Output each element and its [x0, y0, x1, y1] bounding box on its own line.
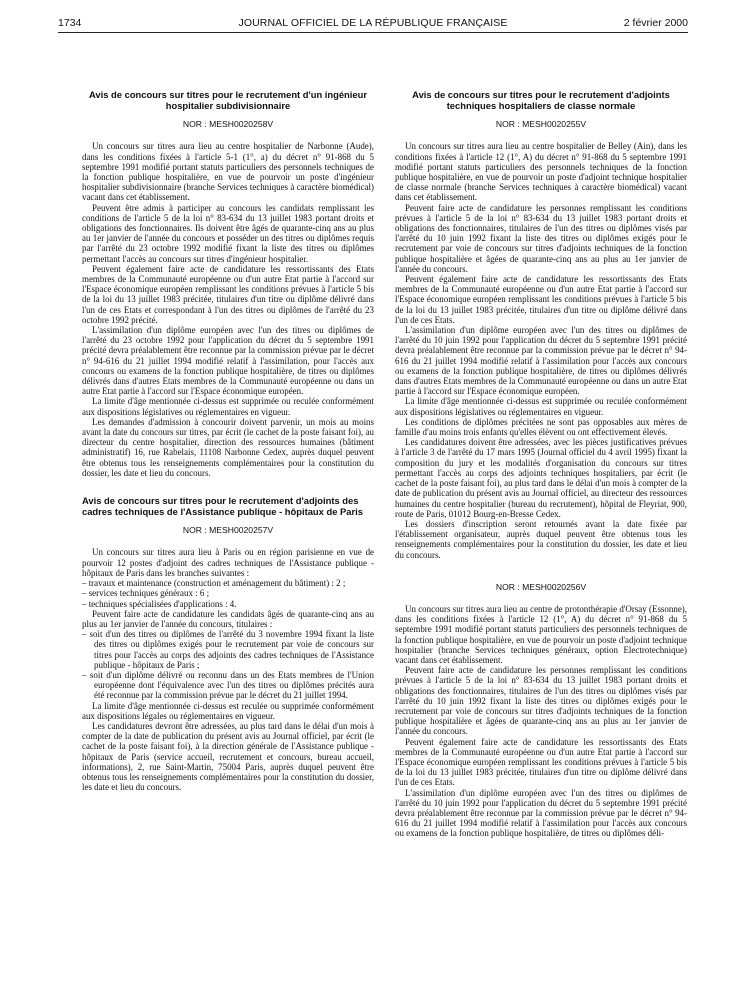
- page-header: [58, 17, 688, 31]
- section-spacer: [395, 560, 687, 574]
- paragraph: Les candidatures doivent être adressées, avec les pièces justificatives prévues à l'article 3 de l'arrêté du 17 mars 1995 (Journal officiel du 4 avril 1995) fixant la composition du jury et les modalités d'organisation du concours sur titres permettant l'accès au corps des adjoints techniques hospitaliers, par écrit (le cachet de la poste faisant foi), au plus tard dans le délai d'un mois à compter de la date de publication du présent avis au Journal officiel, au directeur des ressources humaines du centre hospitalier (bureau du recrutement), hôpital de Fleyriat, 900, route de Paris, 01012 Bourg-en-Bresse Cedex.: [395, 437, 687, 519]
- paragraph: Un concours sur titres aura lieu au centre hospitalier de Narbonne (Aude), dans les conditions fixées à l'article 5-1 (1°, a) du décret n° 91-868 du 5 septembre 1991 modifié portant statuts particuliers des personnels techniques de la fonction publique hospitalière, en vue de pourvoir un poste d'ingénieur hospitalier subdivisionnaire (branche Services techniques à caractère biomédical) vacant dans cet établissement.: [82, 141, 374, 203]
- paragraph: Les conditions de diplômes précitées ne sont pas opposables aux mères de famille d'au moins trois enfants qu'elles élèvent ou ont effectivement élevés.: [395, 416, 687, 438]
- paragraph: Peuvent être admis à participer au concours les candidats remplissant les conditions de l'article 5 de la loi n° 83-634 du 13 juillet 1983 portant droits et obligations des fonctionnaires. Ils doivent être âgés de quarante-cinq ans au plus au 1er janvier de l'année du concours et posséder un des titres ou diplômes requis par l'arrêté du 23 octobre 1992 modifié fixant la liste des titres ou diplômes permettant l'accès au concours sur titres d'ingénieur hospitalier.: [82, 202, 374, 264]
- branches-list: [82, 578, 374, 609]
- page-number: 1734: [58, 17, 82, 29]
- paragraph: L'assimilation d'un diplôme européen avec l'un des titres ou diplômes de l'arrêté du 10 juin 1992 pour l'application du décret du 5 septembre 1991 précité devra préalablement être reconnue par la commission prévue par le décret n° 94-616 du 21 juillet 1994 modifié relatif à l'assimilation pour l'accès aux concours ou examens de la fonction publique hospitalière, de titres ou diplômes déli-: [395, 787, 687, 839]
- paragraph: Peuvent faire acte de candidature les personnes remplissant les conditions prévues à l'article 5 de la loi n° 83-634 du 13 juillet 1983 portant droits et obligations des fonctionnaires, titulaires de l'un des titres ou diplômes visés par l'arrêté du 10 juin 1992 fixant la liste des titres ou diplômes exigés pour le recrutement par voie de concours sur titres d'adjoints techniques de la fonction publique hospitalière et âgées de quarante-cinq ans au plus au 1er janvier de l'année du concours.: [395, 665, 687, 737]
- paragraph: Peuvent également faire acte de candidature les ressortissants des Etats membres de la Communauté européenne ou d'un autre Etat partie à l'accord sur l'Espace économique européen remplissant les conditions prévues à l'article 5 bis de la loi du 13 juillet 1983 précitée, titulaires d'un titre ou diplôme délivré dans l'un de ces Etats.: [395, 274, 687, 325]
- paragraph: La limite d'âge mentionnée ci-dessus est supprimée ou reculée conformément aux dispositions législatives ou réglementaires en vigueur.: [82, 396, 374, 417]
- list-item: – soit d'un des titres ou diplômes de l'arrêté du 3 novembre 1994 fixant la liste des titres ou diplômes exigés pour le recrutement par voie de concours sur titres pour l'accès au corps des adjoints des cadres techniques de l'Assistance publique - hôpitaux de Paris ;: [82, 629, 374, 670]
- notice-adjoints-cadres-techniques: [82, 496, 374, 792]
- list-item: – soit d'un diplôme délivré ou reconnu dans un des Etats membres de l'Union européenne dont l'équivalence avec l'un des titres ou diplômes précités aura été reconnue par la commission prévue par le décret du 21 juillet 1994.: [82, 669, 374, 701]
- paragraph: Peuvent faire acte de candidature les candidats âgés de quarante-cinq ans au plus au 1er janvier de l'année du concours, titulaires :: [82, 608, 374, 629]
- notice-adjoint-technique-orsay: [395, 582, 687, 839]
- nor-reference: NOR : MESH0020257V: [182, 525, 274, 536]
- notice-adjoints-techniques-belley: [395, 90, 687, 560]
- conditions-list: [82, 629, 374, 700]
- paragraph: Peuvent faire acte de candidature les personnes remplissant les conditions prévues à l'article 5 de la loi n° 83-634 du 13 juillet 1983 portant droits et obligations des fonctionnaires, titulaires de l'un des titres ou diplômes visés par l'arrêté du 10 juin 1992 fixant la liste des titres ou diplômes exigés pour le recrutement par voie de concours sur titres d'adjoints techniques de la fonction publique hospitalière et âgées de quarante-cinq ans au plus au 1er janvier de l'année du concours.: [395, 202, 687, 274]
- paragraph: Un concours sur titres aura lieu à Paris ou en région parisienne en vue de pourvoir 12 postes d'adjoint des cadres techniques de l'Assistance publique - hôpitaux de Paris dans les branches suivantes :: [82, 547, 374, 578]
- header-rule: [58, 32, 688, 33]
- paragraph: Les dossiers d'inscription seront retournés avant la date fixée par l'établissement organisateur, auprès duquel peuvent être obtenus tous les renseignements complémentaires pour la constitution du dossier, les date et lieu du concours.: [395, 518, 687, 560]
- nor-reference: NOR : MESH0020258V: [182, 119, 274, 130]
- section-spacer: [82, 478, 374, 496]
- notice-ingenieur-hospitalier: [82, 90, 374, 478]
- paragraph: Les candidatures devront être adressées, au plus tard dans le délai d'un mois à compter de la date de publication du présent avis au Journal officiel, par écrit (le cachet de la poste faisant foi), à la direction générale de l'Assistance publique - hôpitaux de Paris (service accueil, recrutement et concours, bureau accueil, informations), 2, rue Saint-Martin, 75004 Paris, auprès duquel peuvent être obtenus tous les renseignements complémentaires pour la constitution du dossier, les date et lieu du concours.: [82, 720, 374, 793]
- nor-reference: NOR : MESH0020256V: [495, 581, 587, 592]
- nor-reference: NOR : MESH0020255V: [495, 119, 587, 130]
- right-column: [395, 90, 687, 839]
- paragraph: L'assimilation d'un diplôme européen avec l'un des titres ou diplômes de l'arrêté du 10 juin 1992 pour l'application du décret du 5 septembre 1991 précité devra préalablement être reconnue par la commission prévue par le décret n° 94-616 du 21 juillet 1994 modifié relatif à l'assimilation pour l'accès aux concours ou examens de la fonction publique hospitalière, de titres ou diplômes délivrés dans d'autres Etats membres de la Communauté européenne ou dans un autre Etat partie à l'accord sur l'Espace économique européen.: [395, 325, 687, 397]
- list-item: – travaux et maintenance (construction et aménagement du bâtiment) : 2 ;: [82, 578, 346, 589]
- list-item: – services techniques généraux : 6 ;: [82, 588, 210, 599]
- paragraph: L'assimilation d'un diplôme européen avec l'un des titres ou diplômes de l'arrêté du 23 octobre 1992 pour l'application du décret du 5 septembre 1991 précité devra préalablement être reconnue par la commission prévue par le décret n° 94-616 du 21 juillet 1994 modifié relatif à l'assimilation, pour l'accès aux concours ou examens de la fonction publique hospitalière, de titres ou diplômes délivrés dans d'autres Etats membres de la Communauté européenne ou dans un autre Etat partie à l'accord sur l'Espace économique européen.: [82, 325, 374, 397]
- paragraph: Les demandes d'admission à concourir doivent parvenir, un mois au moins avant la date du concours sur titres, par écrit (le cachet de la poste faisant foi), au directeur du centre hospitalier, direction des ressources humaines (bâtiment administratif) 16, rue Rabelais, 11108 Narbonne Cedex, auprès duquel peuvent être obtenus tous les renseignements complémentaires pour la constitution du dossier, les date et lieu du concours.: [82, 416, 374, 478]
- journal-title: JOURNAL OFFICIEL DE LA RÉPUBLIQUE FRANÇAISE: [238, 17, 508, 29]
- paragraph: Peuvent également faire acte de candidature les ressortissants des Etats membres de la Communauté européenne ou d'un autre Etat partie à l'accord sur l'Espace économique européen remplissant les conditions prévues à l'article 5 bis de la loi du 13 juillet 1983 précitée, titulaires d'un titre ou diplôme délivré dans l'un de ces Etats.: [395, 736, 687, 788]
- notice-title: Avis de concours sur titres pour le recrutement d'adjoints des cadres techniques de l'Assistance publique - hôpitaux de Paris: [82, 495, 363, 517]
- paragraph: La limite d'âge mentionnée ci-dessus est supprimée ou reculée conformément aux dispositions législatives ou réglementaires en vigueur.: [395, 396, 687, 417]
- left-column: [82, 90, 374, 792]
- paragraph: Un concours sur titres aura lieu au centre hospitalier de Belley (Ain), dans les conditions fixées à l'article 12 (1°, A) du décret n° 91-868 du 5 septembre 1991 modifié portant statuts particuliers des personnels techniques de la fonction publique hospitalière, en vue de pourvoir un poste d'adjoint technique hospitalier de classe normale (branche Services techniques à caractère biomédical) vacant dans cet établissement.: [395, 141, 687, 203]
- paragraph: Peuvent également faire acte de candidature les ressortissants des Etats membres de la Communauté européenne ou d'un autre Etat partie à l'accord sur l'Espace économique européen remplissant les conditions prévues à l'article 5 bis de la loi du 13 juillet 1983 précitée, titulaires d'un titre ou diplôme délivré dans l'un de ces Etats et correspondant à l'un des titres ou diplômes de l'arrêté du 23 octobre 1992 précité.: [82, 263, 374, 325]
- paragraph: Un concours sur titres aura lieu au centre de protonthérapie d'Orsay (Essonne), dans les conditions fixées à l'article 12 (1°, A) du décret n° 91-868 du 5 septembre 1991 modifié portant statuts particuliers des personnels techniques de la fonction publique hospitalière, en vue de pourvoir un poste d'adjoint technique hospitalier (branche Services techniques généraux, option Electrotechnique) vacant dans cet établissement.: [395, 603, 687, 665]
- issue-date: 2 février 2000: [623, 17, 688, 29]
- list-item: – techniques spécialisées d'applications : 4.: [82, 598, 237, 609]
- paragraph: La limite d'âge mentionnée ci-dessus est reculée ou supprimée conformément aux dispositions légales ou réglementaires en vigueur.: [82, 700, 374, 721]
- notice-title: Avis de concours sur titres pour le recrutement d'adjoints techniques hospitaliers de classe normale: [412, 89, 670, 111]
- notice-title: Avis de concours sur titres pour le recrutement d'un ingénieur hospitalier subdivisionnaire: [89, 89, 367, 111]
